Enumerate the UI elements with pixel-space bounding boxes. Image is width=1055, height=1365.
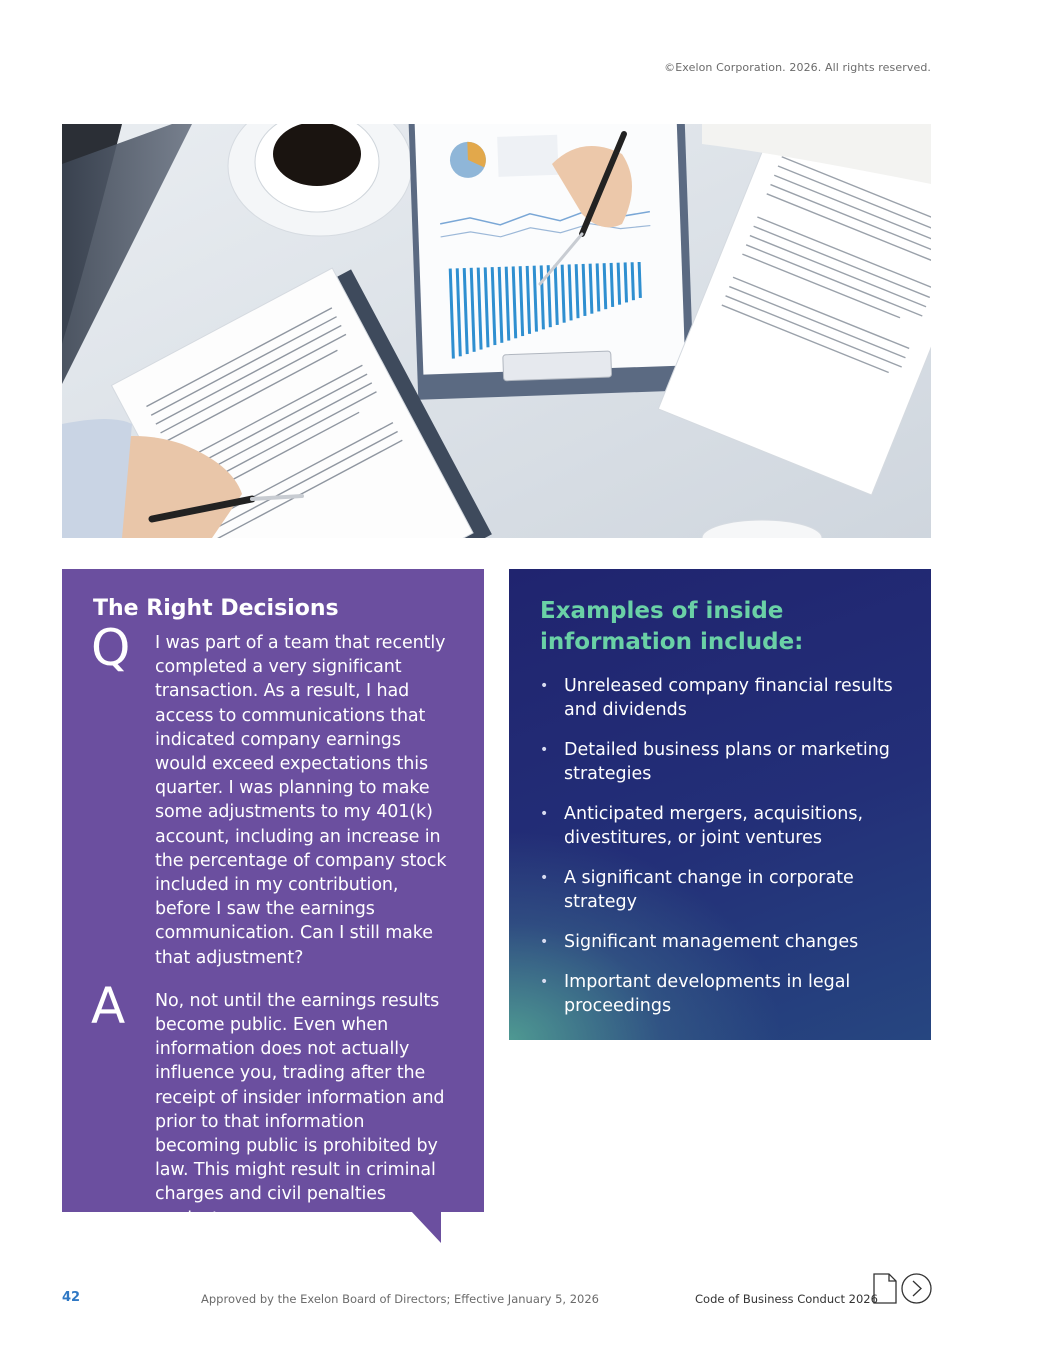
bullet-icon: •	[540, 973, 549, 990]
list-item-text: A significant change in corporate strategy	[564, 868, 854, 913]
answer-block	[91, 976, 454, 1231]
list-item	[540, 674, 901, 722]
list-item	[540, 866, 901, 914]
page-number: 42	[62, 1290, 81, 1305]
question-letter: Q	[91, 619, 131, 677]
document-title: Code of Business Conduct 2026	[695, 1292, 878, 1306]
list-item-text: Anticipated mergers, acquisitions, divestitures, or joint ventures	[564, 804, 864, 849]
examples-list	[540, 674, 901, 1018]
list-item	[540, 970, 901, 1018]
chevron-right-circle-icon[interactable]	[901, 1273, 932, 1304]
bullet-icon: •	[540, 870, 549, 886]
document-icon[interactable]	[873, 1273, 897, 1304]
list-item	[540, 930, 901, 954]
approval-note: Approved by the Exelon Board of Directors; Effective January 5, 2026	[201, 1292, 599, 1306]
copyright-notice: ©Exelon Corporation. 2026. All rights reserved.	[664, 61, 931, 74]
list-item-text: Unreleased company financial results and dividends	[564, 676, 893, 721]
speech-bubble-tail	[411, 1211, 441, 1243]
list-item	[540, 802, 901, 850]
list-item	[540, 738, 901, 786]
qa-panel	[62, 569, 484, 1229]
business-documents-photo-icon	[62, 124, 931, 538]
bullet-icon: •	[540, 742, 549, 758]
question-block	[91, 619, 454, 970]
list-item-text: Significant management changes	[564, 932, 859, 952]
bullet-icon: •	[540, 934, 549, 950]
hero-photo	[62, 124, 931, 538]
examples-title: Examples of inside information include:	[540, 598, 804, 655]
answer-letter: A	[91, 976, 126, 1035]
question-text: I was part of a team that recently completed a very significant transaction. As a result, I had access to communications that indicated company earnings would exceed expectations this quarter. I was planning to make some adjustments to my 401(k) account, including an increase in the percentage of company stock included in my contribution, before I saw the earnings communication. Can I still make that adjustment?	[155, 633, 447, 968]
list-item-text: Important developments in legal proceedings	[564, 971, 851, 1016]
qa-title: The Right Decisions	[93, 596, 339, 621]
list-item-text: Detailed business plans or marketing strategies	[564, 740, 890, 785]
bullet-icon: •	[540, 678, 549, 694]
examples-panel	[509, 569, 931, 1040]
bullet-icon: •	[540, 806, 549, 822]
answer-text: No, not until the earnings results become public. Even when information does not actually influence you, trading after the receipt of insider information and prior to that information becoming public is prohibited by law. This might result in criminal charges and civil penalties against you.	[155, 990, 445, 1229]
